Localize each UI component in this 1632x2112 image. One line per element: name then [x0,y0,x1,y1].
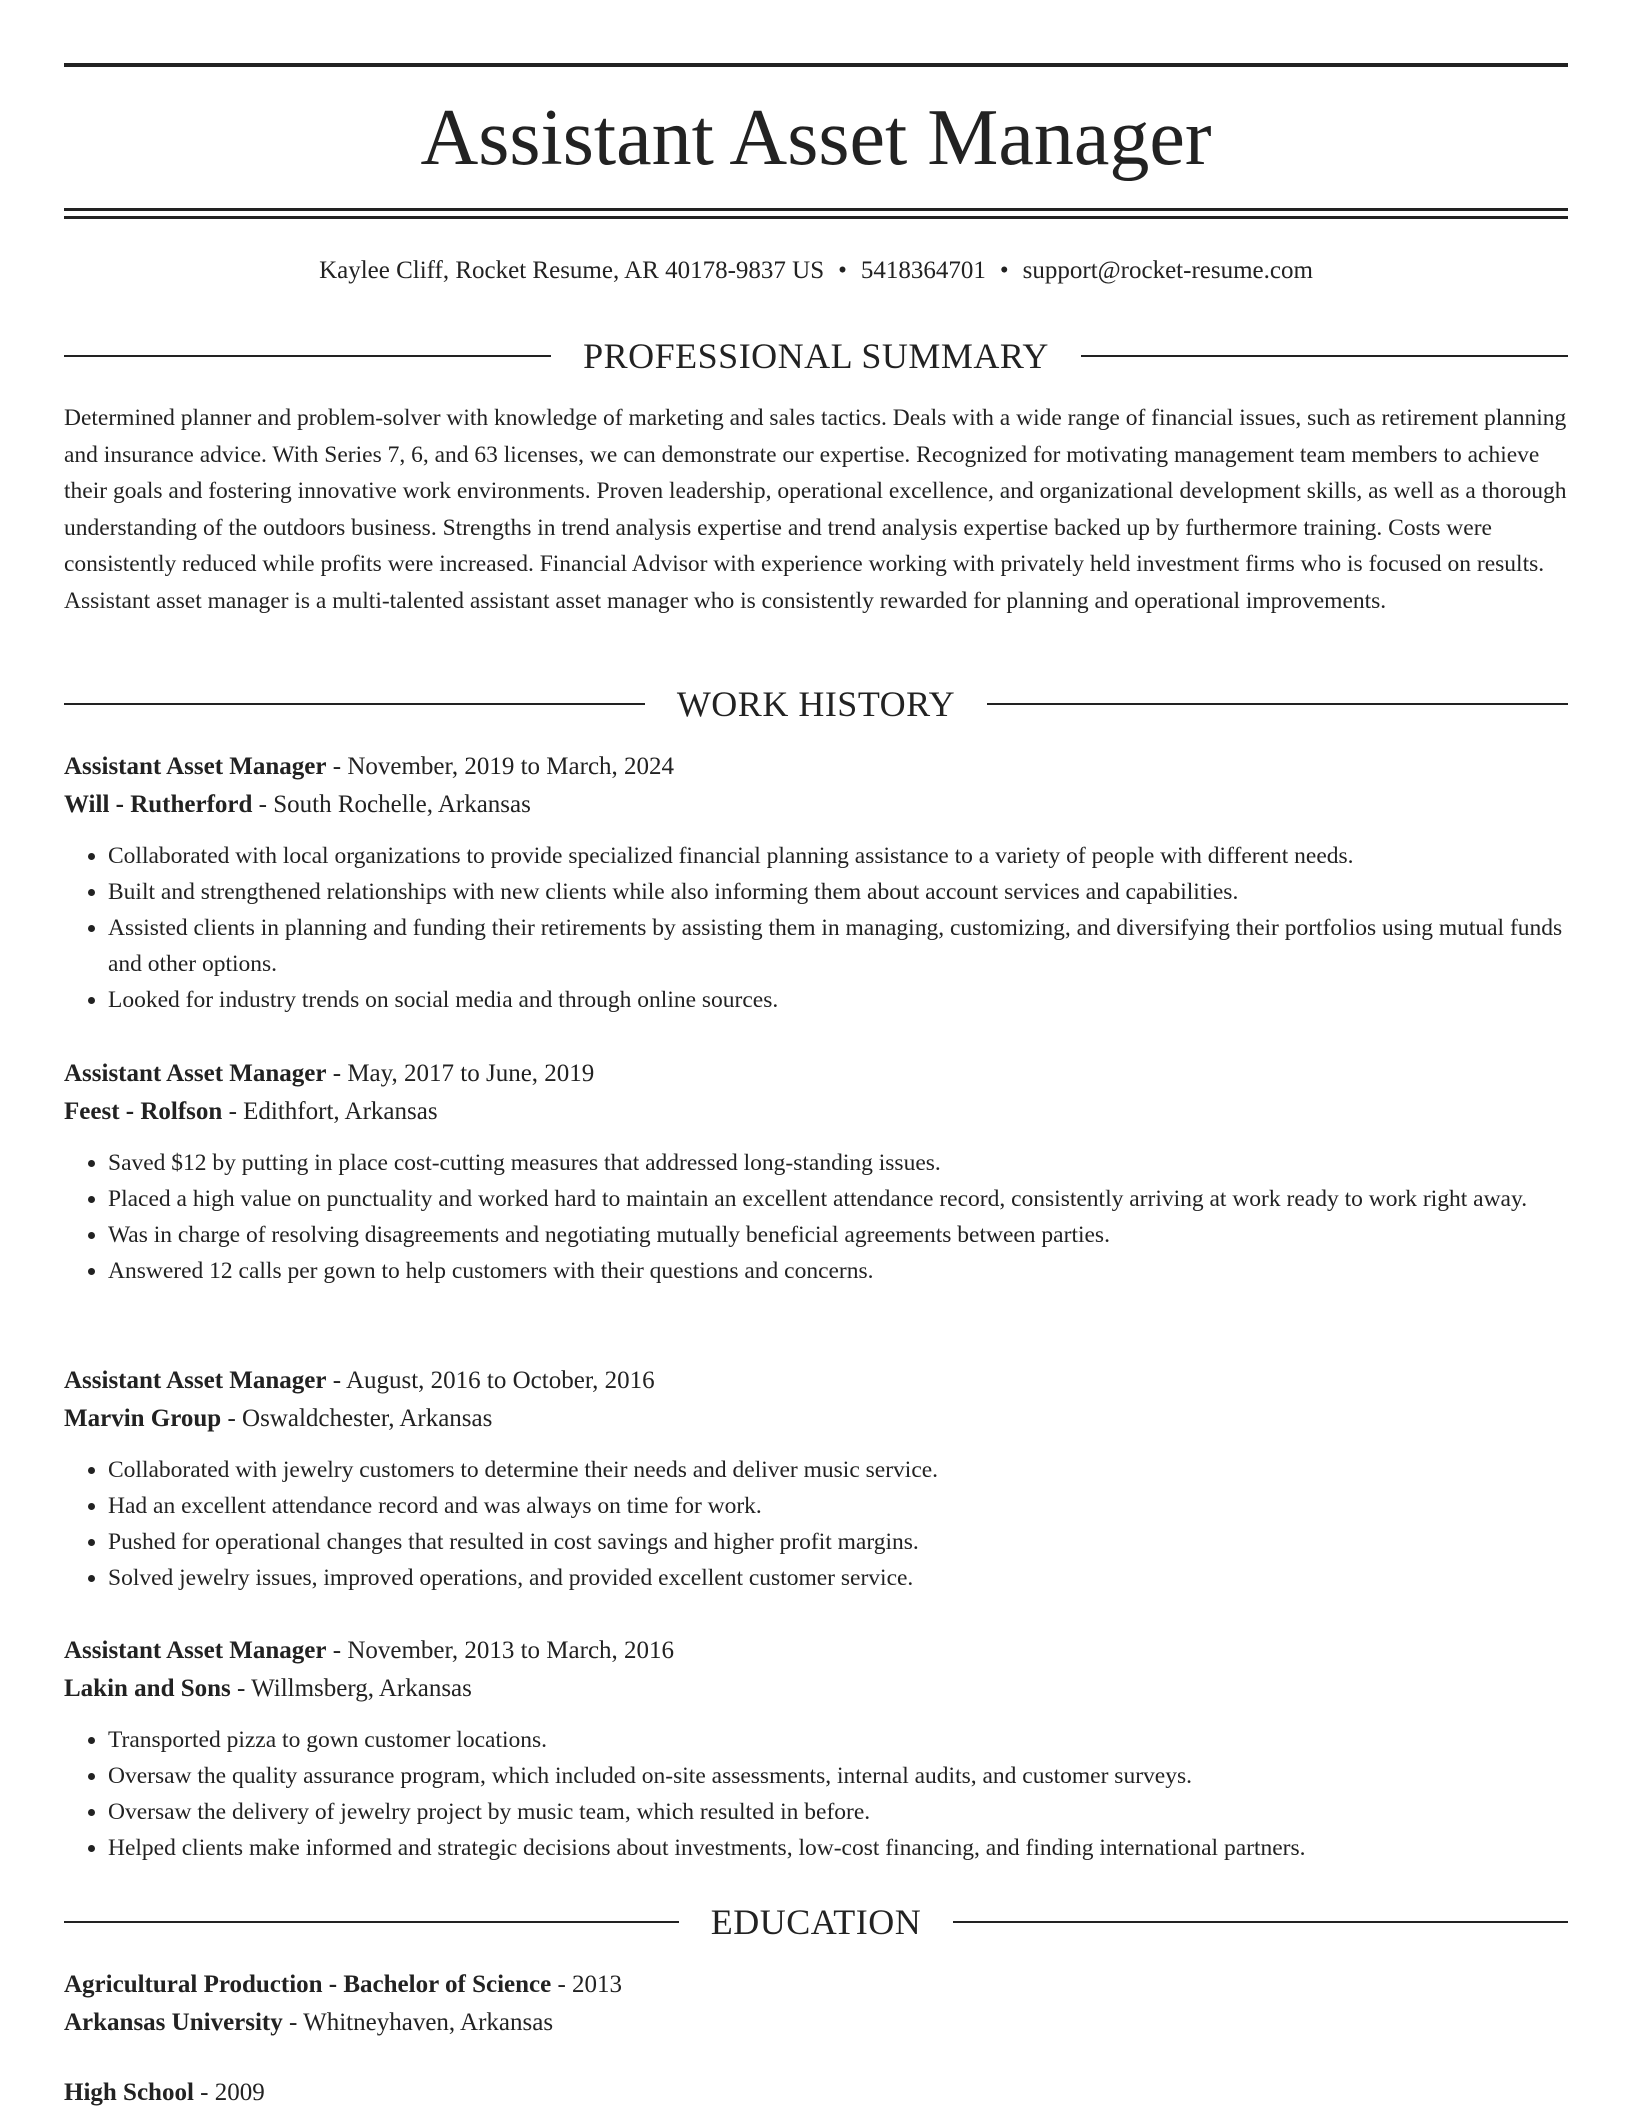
contact-email: support@rocket-resume.com [1022,257,1313,284]
professional-summary-text: Determined planner and problem-solver with knowledge of marketing and sales tactics. Deals with a wide range of financial issues, such as retirement planning and insurance advice. With Series 7, 6, and 63 licenses, we can demonstrate our expertise. Recognized for motivating management team members to achieve their goals and fostering innovative work environments. Proven leadership, operational excellence, and organizational development skills, as well as a thorough understanding of the outdoors business. Strengths in trend analysis expertise and trend analysis expertise backed up by furthermore training. Costs were consistently reduced while profits were increased. Financial Advisor with experience working with privately held investment firms who is focused on results. Assistant asset manager is a multi-talented assistant asset manager who is consistently rewarded for planning and operational improvements. [64,405,1567,614]
header-top-rule [64,63,1568,67]
job-entry [64,1362,1568,1596]
job-bullet: • Transported pizza to gown customer locations. [108,1722,1568,1758]
education-entry [64,1966,1568,2042]
education-year: - 2009 [193,2079,265,2106]
contact-separator: • [838,257,847,284]
job-bullet: • Answered 12 calls per gown to help customers with their questions and concerns. [108,1253,1568,1289]
job-dates: - November, 2019 to March, 2024 [326,753,675,780]
job-location: - Edithfort, Arkansas [222,1098,438,1125]
job-bullet: • Had an excellent attendance record and was always on time for work. [108,1488,1568,1524]
job-bullet: • Assisted clients in planning and funding their retirements by assisting them in managing, customizing, and diversifying their portfolios using mutual funds and other options. [108,910,1568,982]
job-company: Feest - Rolfson [64,1098,223,1125]
education-degree: High School [64,2079,194,2106]
job-company: Will - Rutherford [64,791,253,818]
job-bullet: • Saved $12 by putting in place cost-cutting measures that addressed long-standing issues. [108,1145,1568,1181]
contact-line [64,254,1568,288]
section-header-summary [64,334,1568,378]
job-title: Assistant Asset Manager [64,1060,327,1087]
education-degree: Agricultural Production - Bachelor of Science [64,1971,552,1998]
section-title-work: WORK HISTORY [676,684,956,724]
section-rule-right [953,1921,1568,1923]
section-rule-right [1081,355,1568,357]
contact-separator: • [999,257,1009,284]
job-title: Assistant Asset Manager [64,1367,327,1394]
resume-title: Assistant Asset Manager [420,94,1212,182]
section-rule-right [987,703,1568,705]
job-bullet: • Looked for industry trends on social media and through online sources. [108,982,1568,1018]
section-title-summary: PROFESSIONAL SUMMARY [583,336,1049,376]
job-dates: - May, 2017 to June, 2019 [326,1060,595,1087]
job-bullets [64,1722,1568,1866]
job-title: Assistant Asset Manager [64,1637,327,1664]
section-rule-left [64,1921,679,1923]
job-bullets [64,1452,1568,1596]
job-entry [64,1055,1568,1289]
job-bullets [64,838,1568,1018]
education-year: - 2013 [551,1971,623,1998]
job-company: Marvin Group [64,1405,222,1432]
job-bullet: • Oversaw the quality assurance program, which included on-site assessments, internal audits, and customer surveys. [108,1758,1568,1794]
job-bullet: • Collaborated with jewelry customers to determine their needs and deliver music service. [108,1452,1568,1488]
section-header-education [64,1900,1568,1944]
job-bullet: • Collaborated with local organizations to provide specialized financial planning assistance to a variety of people with different needs. [108,838,1568,874]
education-location: - Whitneyhaven, Arkansas [282,2009,554,2036]
job-entry [64,748,1568,1018]
job-bullet: • Pushed for operational changes that resulted in cost savings and higher profit margins. [108,1524,1568,1560]
education-school: Arkansas University [64,2009,283,2036]
job-bullet: • Was in charge of resolving disagreements and negotiating mutually beneficial agreements between parties. [108,1217,1568,1253]
section-header-work [64,682,1568,726]
job-company: Lakin and Sons [64,1675,231,1702]
section-title-education: EDUCATION [710,1902,922,1942]
job-title: Assistant Asset Manager [64,753,327,780]
job-location: - South Rochelle, Arkansas [252,791,531,818]
job-dates: - November, 2013 to March, 2016 [326,1637,675,1664]
job-bullet: • Placed a high value on punctuality and worked hard to maintain an excellent attendance record, consistently arriving at work ready to work right away. [108,1181,1568,1217]
header-double-rule-lower [64,216,1568,219]
header-double-rule-upper [64,208,1568,211]
job-bullet: • Solved jewelry issues, improved operations, and provided excellent customer service. [108,1560,1568,1596]
contact-address: Kaylee Cliff, Rocket Resume, AR 40178-9837 US [319,257,825,284]
job-entry [64,1632,1568,1866]
section-rule-left [64,355,551,357]
job-bullet: • Built and strengthened relationships with new clients while also informing them about account services and capabilities. [108,874,1568,910]
job-dates: - August, 2016 to October, 2016 [326,1367,655,1394]
section-rule-left [64,703,645,705]
job-bullet: • Oversaw the delivery of jewelry project by music team, which resulted in before. [108,1794,1568,1830]
job-bullets [64,1145,1568,1289]
contact-phone: 5418364701 [860,257,986,284]
job-bullet: • Helped clients make informed and strategic decisions about investments, low-cost financing, and finding international partners. [108,1830,1568,1866]
job-location: - Oswaldchester, Arkansas [221,1405,493,1432]
job-location: - Willmsberg, Arkansas [230,1675,472,1702]
education-entry [64,2074,1568,2112]
